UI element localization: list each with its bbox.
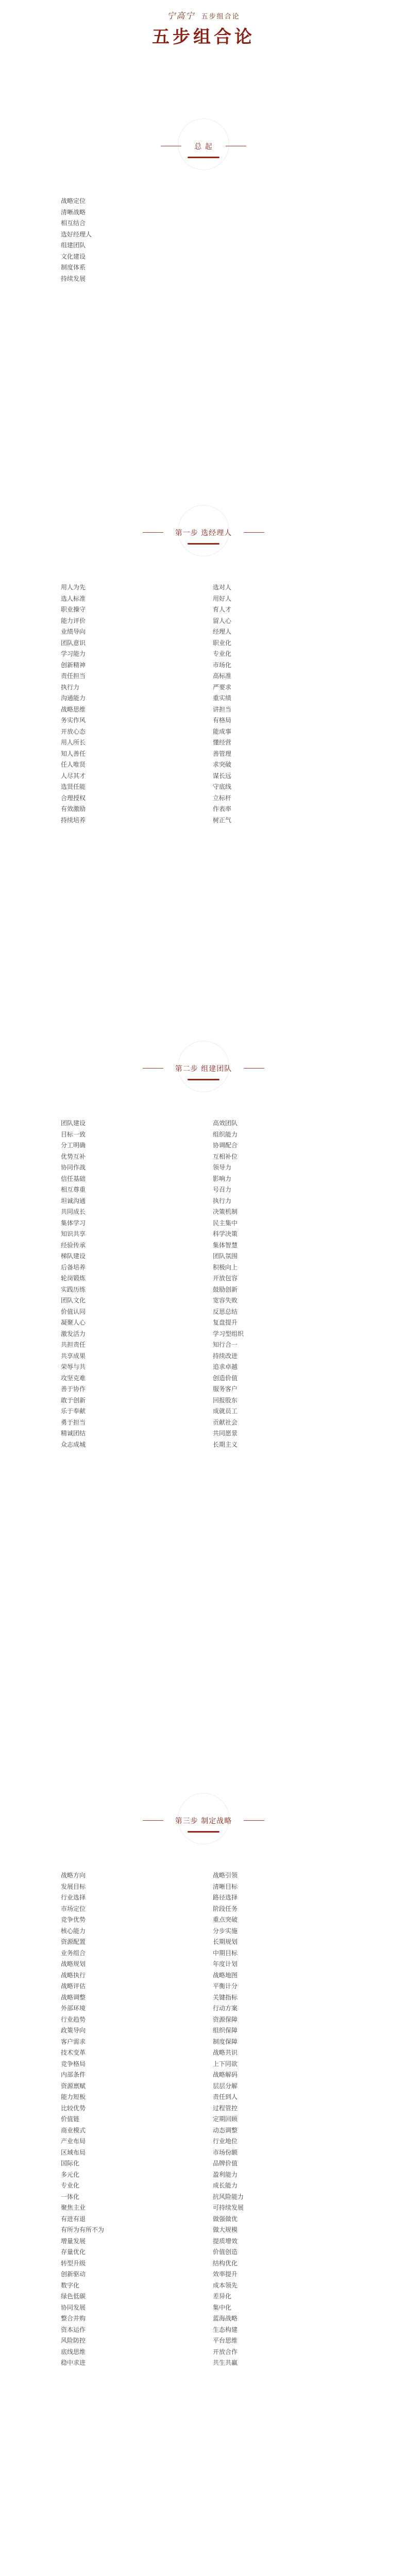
list-item: 价值链	[61, 2115, 80, 2123]
list-item: 团队建设	[61, 1120, 86, 1127]
list-item: 有所为有所不为	[61, 2226, 105, 2233]
list-item: 持续改进	[213, 1352, 238, 1360]
list-item: 价值创造	[213, 2248, 238, 2256]
list-item: 业绩导向	[61, 628, 86, 635]
list-item: 商业模式	[61, 2126, 86, 2134]
list-item: 选好经理人	[61, 230, 92, 238]
list-item: 长期规划	[213, 1938, 238, 1945]
list-item: 组织能力	[213, 1130, 238, 1138]
title-rule-right	[244, 532, 264, 533]
list-item: 战略共识	[213, 2049, 238, 2056]
list-item: 沟通能力	[61, 694, 86, 702]
list-item: 严要求	[213, 683, 232, 691]
list-item: 攻坚克难	[61, 1374, 86, 1382]
section-4	[0, 1793, 407, 2366]
list-item: 效率提升	[213, 2270, 238, 2278]
list-item: 稳中求进	[61, 2359, 86, 2366]
list-item: 有效激励	[61, 805, 86, 812]
list-item: 善管理	[213, 750, 232, 757]
list-item: 留人心	[213, 617, 232, 624]
list-item: 核心能力	[61, 1927, 86, 1935]
list-item: 共同愿景	[213, 1430, 238, 1437]
section-heading	[0, 505, 407, 582]
list-item: 荣辱与共	[61, 1363, 86, 1370]
list-item: 开放包容	[213, 1275, 238, 1282]
list-item: 层层分解	[213, 2082, 238, 2090]
list-item: 资本运作	[61, 2326, 86, 2333]
list-item: 复盘提升	[213, 1319, 238, 1326]
list-item: 服务客户	[213, 1385, 238, 1393]
list-item: 存量优化	[61, 2248, 86, 2256]
list-item: 成长能力	[213, 2182, 238, 2189]
list-item: 鼓励创新	[213, 1285, 238, 1293]
list-item: 分步实施	[213, 1927, 238, 1935]
section-left-column	[61, 196, 210, 284]
list-item: 上下同欲	[213, 2060, 238, 2067]
list-item: 实践历练	[61, 1285, 86, 1293]
list-item: 高效团队	[213, 1120, 238, 1127]
list-item: 立标杆	[213, 794, 232, 802]
list-item: 互相补位	[213, 1153, 238, 1160]
list-item: 数字化	[61, 2281, 80, 2289]
list-item: 执行力	[213, 1197, 232, 1205]
list-item: 号召力	[213, 1186, 232, 1193]
list-item: 用好人	[213, 595, 232, 602]
list-item: 集中化	[213, 2303, 232, 2311]
list-item: 知行合一	[213, 1341, 238, 1348]
list-item: 抗风险能力	[213, 2193, 244, 2200]
title-rule-right	[244, 1820, 264, 1821]
list-item: 人尽其才	[61, 772, 86, 779]
list-item: 竞争优势	[61, 1916, 86, 1923]
list-item: 持续发展	[61, 275, 86, 282]
list-item: 讲担当	[213, 705, 232, 713]
section-title: 总 起	[194, 143, 213, 151]
list-item: 领导力	[213, 1164, 232, 1171]
list-item: 提质增效	[213, 2237, 238, 2245]
list-item: 生态构建	[213, 2326, 238, 2333]
list-item: 市场化	[213, 661, 232, 669]
logo-text: 五步组合论	[201, 13, 240, 21]
list-item: 能力评价	[61, 617, 86, 624]
logo-signature: 宁高宁	[167, 11, 195, 21]
list-item: 职业化	[213, 639, 232, 647]
section-1	[0, 118, 407, 282]
section-right-column	[213, 1118, 367, 1450]
list-item: 创新精神	[61, 661, 86, 669]
list-item: 成本领先	[213, 2281, 238, 2289]
section-heading	[0, 1793, 407, 1870]
list-item: 民主集中	[213, 1219, 238, 1227]
list-item: 风险防控	[61, 2337, 86, 2344]
section-left-column	[61, 582, 210, 826]
list-item: 制度保障	[213, 2038, 238, 2045]
title-rule-left	[143, 1820, 163, 1821]
list-item: 组建团队	[61, 242, 86, 249]
page-header	[0, 0, 407, 67]
list-item: 优势互补	[61, 1153, 86, 1160]
list-item: 凝聚人心	[61, 1319, 86, 1326]
list-item: 战略方向	[61, 1872, 86, 1879]
list-item: 共生共赢	[213, 2359, 238, 2366]
list-item: 创新驱动	[61, 2270, 86, 2278]
list-item: 动态调整	[213, 2126, 238, 2134]
list-item: 创造价值	[213, 1374, 238, 1382]
list-item: 品牌价值	[213, 2160, 238, 2167]
list-item: 共担责任	[61, 1341, 86, 1348]
list-item: 平台思维	[213, 2337, 238, 2344]
title-rule-right	[244, 1068, 264, 1069]
list-item: 团队意识	[61, 639, 86, 647]
list-item: 可持续发展	[213, 2204, 244, 2211]
list-item: 重实绩	[213, 694, 232, 702]
section-left-column	[61, 1118, 210, 1450]
list-item: 影响力	[213, 1175, 232, 1182]
list-item: 价值认同	[61, 1308, 86, 1315]
list-item: 团队文化	[61, 1297, 86, 1304]
list-item: 团队氛围	[213, 1252, 238, 1260]
list-item: 文化建设	[61, 252, 86, 260]
list-item: 专业化	[61, 2182, 80, 2189]
list-item: 执行力	[61, 683, 80, 691]
list-item: 积极向上	[213, 1263, 238, 1271]
list-item: 用人所长	[61, 739, 86, 746]
list-item: 后备培养	[61, 1263, 86, 1271]
section-title: 第二步 组建团队	[175, 1065, 232, 1073]
list-item: 共享成果	[61, 1352, 86, 1360]
list-item: 宽容失败	[213, 1297, 238, 1304]
list-item: 集体智慧	[213, 1241, 238, 1249]
list-item: 产业布局	[61, 2138, 86, 2145]
list-item: 过程管控	[213, 2104, 238, 2112]
title-rule-left	[143, 1068, 163, 1069]
list-item: 专业化	[213, 650, 232, 657]
list-item: 战略评估	[61, 1982, 86, 1990]
list-item: 组织保障	[213, 2027, 238, 2034]
list-item: 聚焦主业	[61, 2204, 86, 2211]
list-item: 资源禀赋	[61, 2082, 86, 2090]
list-item: 资源配置	[61, 1938, 86, 1945]
list-item: 战略引领	[213, 1872, 238, 1879]
list-item: 制度体系	[61, 264, 86, 271]
list-item: 善于协作	[61, 1385, 86, 1393]
list-item: 行业地位	[213, 2138, 238, 2145]
list-item: 能成事	[213, 727, 232, 735]
list-item: 行动方案	[213, 2005, 238, 2012]
list-item: 战略规划	[61, 1960, 86, 1968]
logo	[0, 9, 407, 21]
list-item: 平衡计分	[213, 1982, 238, 1990]
list-item: 知人善任	[61, 750, 86, 757]
list-item: 求突破	[213, 761, 232, 768]
list-item: 学习型组织	[213, 1330, 244, 1337]
list-item: 激发活力	[61, 1330, 86, 1337]
list-item: 战略定位	[61, 197, 86, 205]
list-item: 国际化	[61, 2160, 80, 2167]
list-item: 成就员工	[213, 1408, 238, 1415]
list-item: 信任基础	[61, 1175, 86, 1182]
list-item: 战略执行	[61, 1971, 86, 1979]
section-title: 第三步 制定战略	[175, 1817, 232, 1825]
list-item: 年度计划	[213, 1960, 238, 1968]
list-item: 市场定位	[61, 1905, 86, 1912]
list-item: 协调配合	[213, 1142, 238, 1149]
list-item: 一体化	[61, 2193, 80, 2200]
list-item: 绿色低碳	[61, 2293, 86, 2300]
list-item: 懂经营	[213, 739, 232, 746]
list-item: 高标准	[213, 672, 232, 680]
section-left-column	[61, 1870, 210, 2369]
section-3	[0, 1041, 407, 1448]
list-item: 谋长远	[213, 772, 232, 779]
list-item: 发展目标	[61, 1883, 86, 1890]
list-item: 战略调整	[61, 1993, 86, 2001]
list-item: 内部条件	[61, 2071, 86, 2078]
list-item: 追求卓越	[213, 1363, 238, 1370]
list-item: 协同作战	[61, 1164, 86, 1171]
list-item: 整合并购	[61, 2315, 86, 2322]
list-item: 清晰目标	[213, 1883, 238, 1890]
list-item: 学习能力	[61, 650, 86, 657]
list-item: 用人为先	[61, 584, 86, 591]
list-item: 相互结合	[61, 219, 86, 227]
list-item: 区域布局	[61, 2148, 86, 2156]
list-item: 责任担当	[61, 672, 86, 680]
list-item: 共同成长	[61, 1208, 86, 1215]
section-2	[0, 505, 407, 824]
list-item: 路径选择	[213, 1894, 238, 1901]
list-item: 有格局	[213, 717, 232, 724]
list-item: 经验传承	[61, 1241, 86, 1249]
list-item: 选贤任能	[61, 783, 86, 790]
list-item: 坦诚沟通	[61, 1197, 86, 1205]
list-item: 知识共享	[61, 1230, 86, 1238]
list-item: 清晰战略	[61, 208, 86, 216]
section-heading	[0, 118, 407, 196]
list-item: 蓝海战略	[213, 2315, 238, 2322]
page-title: 五步组合论	[152, 27, 255, 47]
list-item: 增量发展	[61, 2237, 86, 2245]
list-item: 敢于创新	[61, 1396, 86, 1404]
list-item: 贡献社会	[213, 1418, 238, 1426]
list-item: 责任到人	[213, 2093, 238, 2100]
list-item: 定期回顾	[213, 2115, 238, 2123]
list-item: 行业趋势	[61, 2015, 86, 2023]
list-item: 比较优势	[61, 2104, 86, 2112]
list-item: 业务组合	[61, 1949, 86, 1957]
list-item: 市场份额	[213, 2148, 238, 2156]
list-item: 差异化	[213, 2293, 232, 2300]
title-rule-left	[143, 532, 163, 533]
list-item: 合理授权	[61, 794, 86, 802]
list-item: 回报股东	[213, 1396, 238, 1404]
list-item: 科学决策	[213, 1230, 238, 1238]
list-item: 能力短板	[61, 2093, 86, 2100]
list-item: 众志成城	[61, 1440, 86, 1448]
list-item: 相互尊重	[61, 1186, 86, 1193]
list-item: 多元化	[61, 2171, 80, 2178]
list-item: 底线思维	[61, 2348, 86, 2355]
list-item: 协同发展	[61, 2303, 86, 2311]
list-item: 阶段任务	[213, 1905, 238, 1912]
list-item: 勇于担当	[61, 1418, 86, 1426]
list-item: 反思总结	[213, 1308, 238, 1315]
list-item: 开放合作	[213, 2348, 238, 2355]
list-item: 结构优化	[213, 2259, 238, 2267]
list-item: 做大规模	[213, 2226, 238, 2233]
list-item: 树正气	[213, 816, 232, 824]
list-item: 长期主义	[213, 1440, 238, 1448]
list-item: 决策机制	[213, 1208, 238, 1215]
list-item: 行业选择	[61, 1894, 86, 1901]
list-item: 战略思维	[61, 705, 86, 713]
list-item: 盈利能力	[213, 2171, 238, 2178]
list-item: 职业操守	[61, 606, 86, 613]
list-item: 守底线	[213, 783, 232, 790]
list-item: 战略解码	[213, 2071, 238, 2078]
list-item: 作表率	[213, 805, 232, 812]
list-item: 分工明确	[61, 1142, 86, 1149]
list-item: 经理人	[213, 628, 232, 635]
list-item: 竞争格局	[61, 2060, 86, 2067]
list-item: 关键指标	[213, 1993, 238, 2001]
list-item: 集体学习	[61, 1219, 86, 1227]
list-item: 务实作风	[61, 717, 86, 724]
section-heading	[0, 1041, 407, 1118]
list-item: 做强做优	[213, 2215, 238, 2223]
list-item: 有进有退	[61, 2215, 86, 2223]
list-item: 重点突破	[213, 1916, 238, 1923]
list-item: 梯队建设	[61, 1252, 86, 1260]
section-title: 第一步 选经理人	[175, 529, 232, 537]
list-item: 开放心态	[61, 727, 86, 735]
list-item: 轮岗锻炼	[61, 1275, 86, 1282]
list-item: 育人才	[213, 606, 232, 613]
list-item: 客户需求	[61, 2038, 86, 2045]
list-item: 选人标准	[61, 595, 86, 602]
list-item: 精诚团结	[61, 1430, 86, 1437]
list-item: 战略地图	[213, 1971, 238, 1979]
list-item: 技术变革	[61, 2049, 86, 2056]
list-item: 转型升级	[61, 2259, 86, 2267]
list-item: 持续培养	[61, 816, 86, 824]
list-item: 选对人	[213, 584, 232, 591]
section-right-column	[213, 1870, 367, 2369]
list-item: 外部环境	[61, 2005, 86, 2012]
list-item: 中期目标	[213, 1949, 238, 1957]
list-item: 目标一致	[61, 1130, 86, 1138]
section-right-column	[213, 582, 367, 826]
list-item: 任人唯贤	[61, 761, 86, 768]
list-item: 政策导向	[61, 2027, 86, 2034]
list-item: 资源保障	[213, 2015, 238, 2023]
list-item: 乐于奉献	[61, 1408, 86, 1415]
